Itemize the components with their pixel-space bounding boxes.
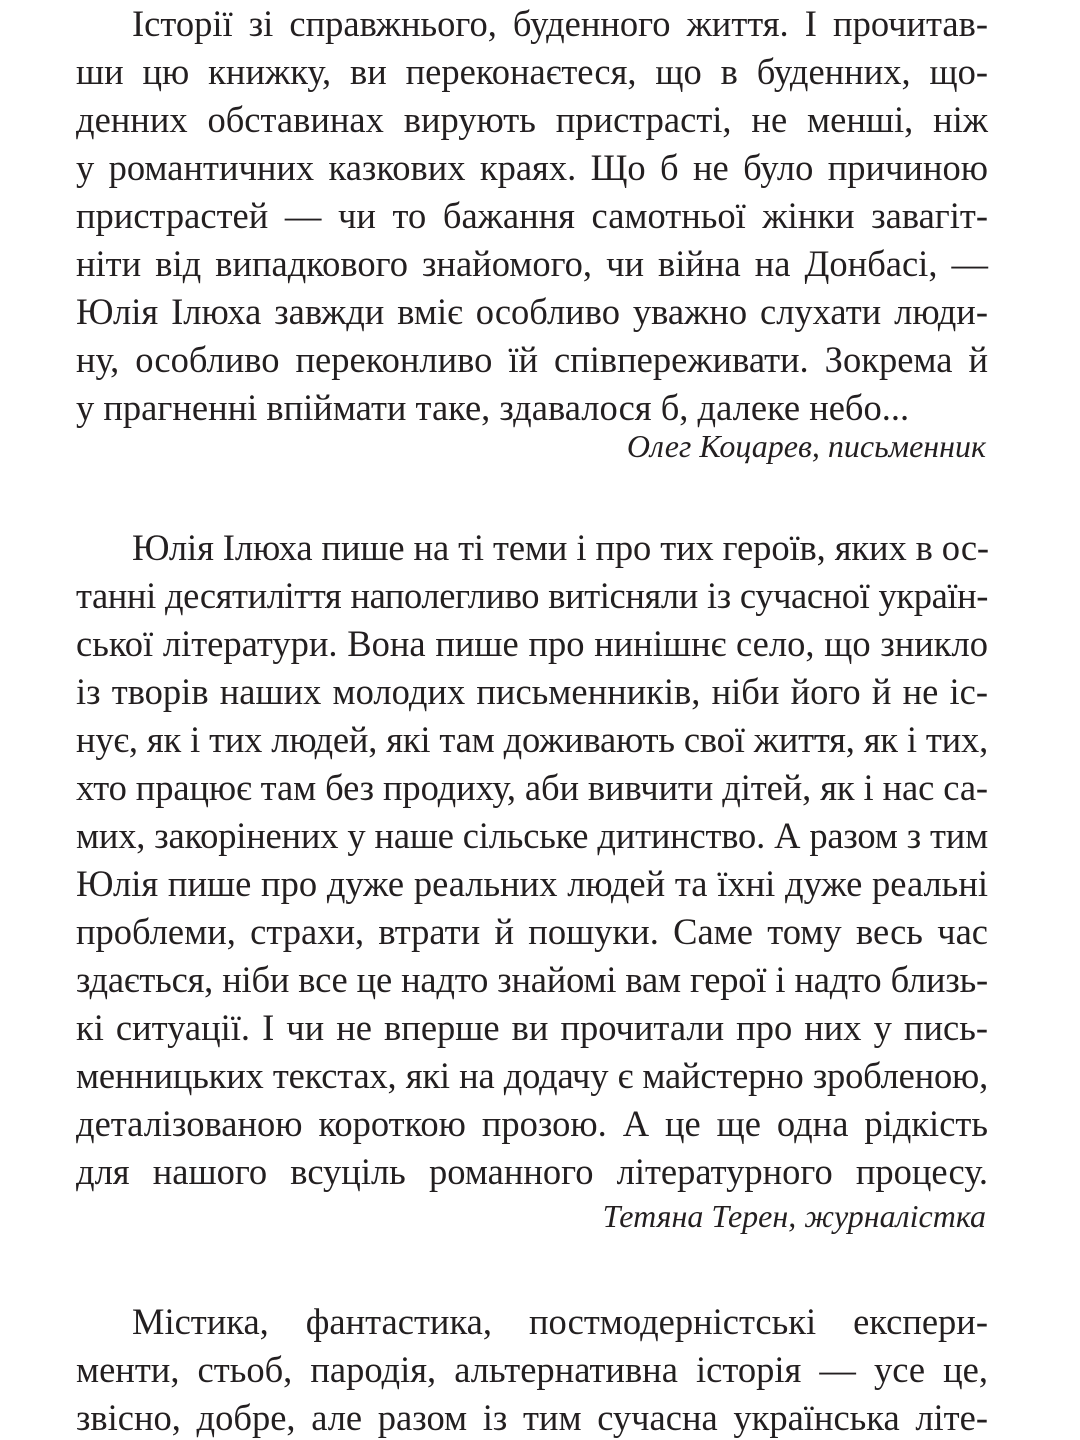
text-line: деталізованою короткою прозою. А це ще одна рідкість	[76, 1103, 988, 1144]
text-line: проблеми, страхи, втрати й пошуки. Саме тому весь час	[76, 911, 988, 952]
text-line: ської літератури. Вона пише про нинішнє село, що зникло	[76, 623, 988, 664]
text-line: Містика, фантастика, постмодерністські експери-	[132, 1301, 988, 1342]
text-line: пристрастей — чи то бажання самотньої жінки завагіт-	[76, 195, 988, 236]
text-line: у прагненні впіймати таке, здавалося б, далеке небо...	[76, 387, 910, 428]
text-line: ши цю книжку, ви переконаєтеся, що в буденних, що-	[76, 51, 988, 92]
text-line: Юлія пише про дуже реальних людей та їхні дуже реальні	[76, 863, 988, 904]
text-line: менти, стьоб, пародія, альтернативна історія — усе це,	[76, 1349, 988, 1390]
text-line: денних обставинах вирують пристрасті, не менші, ніж	[76, 99, 988, 140]
text-line: нує, як і тих людей, які там доживають свої життя, як і тих,	[76, 719, 988, 760]
text-line: хто працює там без продиху, аби вивчити дітей, як і нас са-	[76, 767, 988, 808]
review-attribution: Тетяна Терен, журналістка	[602, 1198, 986, 1234]
text-line: Юлія Ілюха завжди вміє особливо уважно слухати люди-	[76, 291, 988, 332]
text-line: ну, особливо переконливо їй співпереживати. Зокрема й	[76, 339, 988, 380]
text-line: для нашого всуціль романного літературного процесу.	[76, 1151, 988, 1192]
text-line: звісно, добре, але разом із тим сучасна українська літе-	[76, 1397, 988, 1438]
text-line: мих, закорінених у наше сільське дитинство. А разом з тим	[76, 815, 988, 856]
text-line: здається, ніби все це надто знайомі вам герої і надто близь-	[76, 959, 988, 1000]
text-line: Юлія Ілюха пише на ті теми і про тих героїв, яких в ос-	[132, 527, 989, 568]
text-line: у романтичних казкових краях. Що б не було причиною	[76, 147, 988, 188]
text-line: ніти від випадкового знайомого, чи війна на Донбасі, —	[76, 243, 988, 284]
text-line: кі ситуації. І чи не вперше ви прочитали про них у пись-	[76, 1007, 988, 1048]
text-line: Історії зі справжнього, буденного життя. І прочитав-	[132, 3, 988, 44]
text-line: танні десятиліття наполегливо витісняли із сучасної україн-	[76, 575, 988, 616]
review-attribution: Олег Коцарев, письменник	[626, 428, 986, 464]
text-line: із творів наших молодих письменників, ніби його й не іс-	[76, 671, 988, 712]
text-line: менницьких текстах, які на додачу є майстерно зробленою,	[76, 1055, 988, 1096]
